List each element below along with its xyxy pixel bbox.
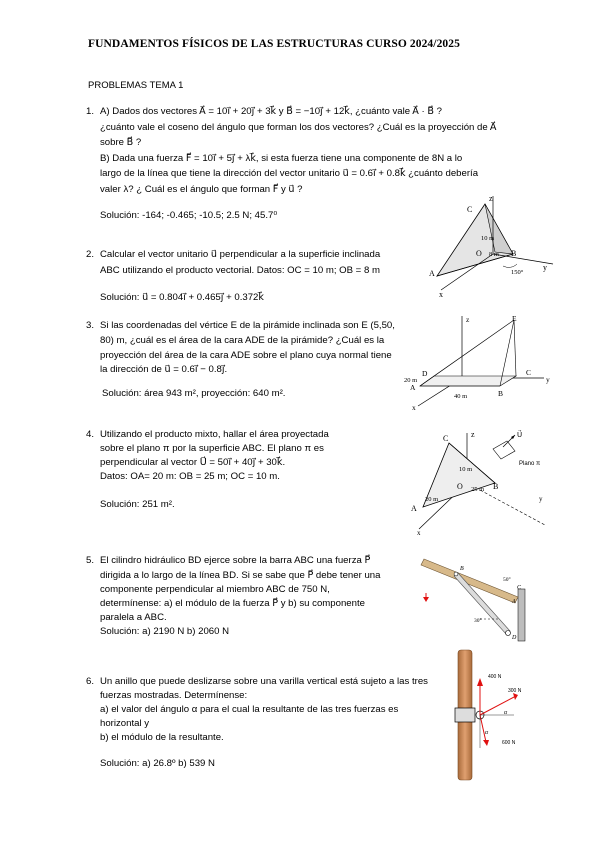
problem-3-line-1: Si las coordenadas del vértice E de la pirámide inclinada son E (5,50,	[100, 320, 395, 331]
problem-1-line-6: valer λ? ¿ Cuál es el ángulo que forman F⃗ y u⃗ ?	[100, 184, 303, 195]
fig5-label-50: 50°	[503, 577, 511, 583]
fig5-label-30: 30°	[474, 618, 482, 624]
figure-ring-rod	[452, 648, 532, 782]
problem-5-line-4: determínense: a) el módulo de la fuerza P⃗ y b) su componente	[100, 598, 365, 609]
problem-5-line-3: componente perpendicular al miembro ABC de 750 N,	[100, 584, 330, 595]
problem-5-number: 5.	[86, 555, 95, 566]
problem-3-line-4: la dirección de u⃗ = 0.6i⃗ − 0.8j⃗.	[100, 364, 228, 375]
problem-3-solution: Solución: área 943 m², proyección: 640 m².	[102, 388, 286, 399]
fig1-label-a: A	[429, 269, 435, 278]
fig6-label-alpha-2: α	[485, 730, 489, 736]
problem-3-line-2: 80) m, ¿cuál es el área de la cara ADE de la pirámide? ¿Cuál es la	[100, 335, 385, 346]
problem-1-solution: Solución: -164; -0.465; -10.5; 2.5 N; 45.7⁰	[100, 210, 278, 221]
problem-1-line-1: A) Dados dos vectores A⃗ = 10i⃗ + 20j⃗ + 3k⃗ y B⃗ = −10j⃗ + 12k⃗, ¿cuánto vale A⃗ · B⃗ ?	[100, 106, 442, 117]
problem-5-line-2: dirigida a lo largo de la línea BD. Si se sabe que P⃗ debe tener una	[100, 570, 381, 581]
problem-4-number: 4.	[86, 429, 95, 440]
problem-6-solution: Solución: a) 26.8º b) 539 N	[100, 758, 215, 769]
document-title: FUNDAMENTOS FÍSICOS DE LAS ESTRUCTURAS CURSO 2024/2025	[88, 38, 460, 50]
figure-inclined-surface	[425, 192, 555, 300]
problem-3-line-3: proyección del área de la cara ADE sobre el plano cuya normal tiene	[100, 350, 392, 361]
fig4-label-c: C	[443, 434, 449, 443]
figure-hydraulic-cylinder	[418, 553, 528, 643]
fig3-label-z: z	[466, 315, 470, 324]
problem-4-solution: Solución: 251 m².	[100, 499, 175, 510]
problem-1-line-2: ¿cuánto vale el coseno del ángulo que forman los dos vectores? ¿Cuál es la proyección de A⃗	[100, 122, 497, 133]
problem-6-line-2: fuerzas mostradas. Determínense:	[100, 690, 248, 701]
fig4-label-b: B	[493, 482, 499, 491]
problem-5-solution: Solución: a) 2190 N b) 2060 N	[100, 626, 230, 637]
fig5-label-c: C	[517, 585, 522, 591]
fig5-label-d: D	[512, 635, 517, 641]
fig6-label-600n: 600 N	[502, 740, 516, 746]
fig1-label-10m: 10 m	[481, 235, 495, 242]
problem-2-solution: Solución: u⃗ = 0.804i⃗ + 0.465j⃗ + 0.372k⃗	[100, 292, 264, 303]
problem-2-line-2: ABC utilizando el producto vectorial. Datos: OC = 10 m; OB = 8 m	[100, 265, 380, 276]
problem-5-line-1: El cilindro hidráulico BD ejerce sobre la barra ABC una fuerza P⃗	[100, 555, 371, 566]
fig1-label-150: 150°	[511, 269, 524, 276]
problem-6-line-1: Un anillo que puede deslizarse sobre una varilla vertical está sujeto a las tres	[100, 676, 428, 687]
fig1-label-o: O	[476, 249, 482, 258]
fig5-label-a: A	[512, 599, 516, 605]
fig3-label-c: C	[526, 368, 532, 377]
fig4-label-plane: Plano π	[519, 461, 541, 467]
problem-2-number: 2.	[86, 249, 95, 260]
fig1-label-b: B	[511, 249, 517, 258]
fig4-label-x: x	[417, 529, 421, 537]
fig3-label-y: y	[546, 375, 550, 384]
fig4-label-20m: 20 m	[425, 496, 439, 503]
fig6-label-400n: 400 N	[488, 674, 502, 680]
fig4-label-y: y	[539, 495, 543, 503]
problem-5-line-5: paralela a ABC.	[100, 612, 167, 623]
problem-1-line-4: B) Dada una fuerza F⃗ = 10i⃗ + 5j⃗ + λk⃗, si esta fuerza tiene una componente de 8N a lo	[100, 153, 463, 164]
fig1-label-8m: 8 m	[489, 251, 499, 258]
figure-pyramid	[404, 312, 554, 412]
fig3-label-b: B	[498, 389, 504, 398]
fig3-label-a: A	[410, 383, 416, 392]
fig3-label-x: x	[412, 403, 416, 412]
fig1-label-y: y	[543, 263, 547, 272]
fig3-label-40m: 40 m	[454, 393, 468, 400]
problem-4-line-1: Utilizando el producto mixto, hallar el área proyectada	[100, 429, 329, 440]
problem-6-line-5: b) el módulo de la resultante.	[100, 732, 224, 743]
problem-4-line-2: sobre el plano π por la superficie ABC. El plano π es	[100, 443, 324, 454]
fig3-label-20m: 20 m	[404, 377, 418, 384]
problem-6-number: 6.	[86, 676, 95, 687]
fig1-label-z: z	[489, 194, 493, 203]
figure-projected-area	[405, 425, 555, 537]
problem-6-line-3: a) el valor del ángulo α para el cual la resultante de las tres fuerzas es	[100, 704, 399, 715]
fig3-label-e: E	[512, 314, 517, 323]
problem-3-number: 3.	[86, 320, 95, 331]
fig4-label-o: O	[457, 482, 463, 491]
fig1-label-c: C	[467, 205, 473, 214]
fig4-label-10m: 10 m	[459, 466, 473, 473]
problem-1-number: 1.	[86, 106, 95, 117]
problem-1-line-3: sobre B⃗ ?	[100, 137, 142, 148]
problem-4-line-3: perpendicular al vector U⃗ = 50i⃗ + 40j⃗ + 30k⃗.	[100, 457, 286, 468]
fig6-label-alpha-1: α	[504, 710, 508, 716]
problem-4-line-4: Datos: OA= 20 m: OB = 25 m; OC = 10 m.	[100, 471, 280, 482]
section-subtitle: PROBLEMAS TEMA 1	[88, 80, 184, 91]
problem-6-line-4: horizontal y	[100, 718, 150, 729]
fig6-label-300n: 300 N	[508, 688, 522, 694]
fig5-label-b: B	[460, 566, 464, 572]
fig4-label-a: A	[411, 504, 417, 513]
fig4-label-u: U⃗	[517, 431, 523, 439]
fig4-label-z: z	[471, 430, 475, 439]
problem-1-line-5: largo de la línea que tiene la dirección del vector unitario u⃗ = 0.6i⃗ + 0.8k⃗ ¿cuánto debería	[100, 168, 479, 179]
fig3-label-d: D	[422, 369, 428, 378]
problem-2-line-1: Calcular el vector unitario u⃗ perpendicular a la superficie inclinada	[100, 249, 381, 260]
fig1-label-x: x	[439, 290, 443, 299]
fig4-label-25m: 25 m	[471, 486, 485, 493]
